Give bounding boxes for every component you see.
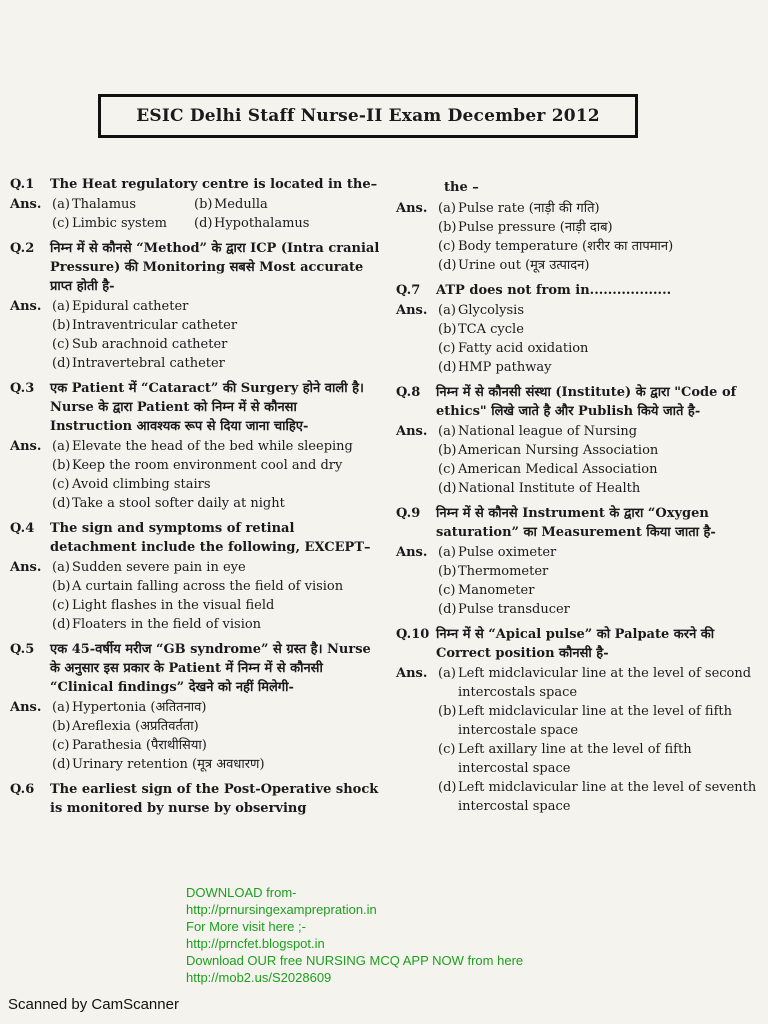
question-number: Q.7 [396,283,421,298]
question-number: Q.2 [10,241,35,256]
answer-options-1 [10,195,380,233]
option-text: Take a stool softer daily at night [72,496,285,511]
blog-link[interactable]: http://prncfet.blogspot.in [186,936,325,951]
app-link[interactable]: http://mob2.us/S2028609 [186,970,332,985]
option-text: Light flashes in the visual field [72,598,275,613]
question-number: Q.9 [396,506,421,521]
option-letter: (c) [52,598,70,613]
option-text: Left midclavicular line at the level of second intercostals space [458,666,752,700]
ans-label: Ans. [10,560,42,575]
option-text: Keep the room environment cool and dry [72,458,343,473]
option-letter: (b) [52,318,71,333]
left-column [10,175,380,819]
question-text: ATP does not from in.................. [436,283,672,298]
option-text: Areflexia (अप्रतिवर्तता) [72,719,199,734]
ans-label: Ans. [396,666,428,681]
option-letter: (b) [194,197,213,212]
ans-label: Ans. [396,201,428,216]
option-text: Left midclavicular line at the level of fifth intercostale space [458,704,732,738]
option-letter: (b) [52,719,71,734]
option-text: Hypertonia (अतितनाव) [72,700,207,715]
question-text: निम्न में से कौनसी संस्था (Institute) के द्वारा "Code of ethics" लिखे जाते है और Publish किये जाते है- [436,385,737,419]
exam-title-box [98,94,638,138]
answer-options-5 [10,698,380,774]
question-number: Q.8 [396,385,421,400]
question-text: निम्न में से “Apical pulse” को Palpate करने की Correct position कौनसी है- [436,627,715,661]
option-text: HMP pathway [458,360,552,375]
answer-options-7 [396,301,762,377]
question-9 [396,504,762,542]
question-text: निम्न में से कौनसे “Method” के द्वारा ICP (Intra cranial Pressure) की Monitoring सबसे Most accurate प्राप्त होती है- [50,241,380,294]
question-number: Q.10 [396,627,430,642]
option-letter: (a) [438,424,456,439]
option-text: Avoid climbing stairs [72,477,211,492]
option-letter: (a) [52,560,70,575]
right-column [396,178,762,822]
question-8 [396,383,762,421]
option-text: Intraventricular catheter [72,318,238,333]
option-text: Thalamus [72,197,137,212]
ans-label: Ans. [10,700,42,715]
more-visit-text: For More visit here ;- [186,919,306,934]
option-text: Epidural catheter [72,299,189,314]
option-text: Elevate the head of the bed while sleeping [72,439,353,454]
option-letter: (a) [52,439,70,454]
option-letter: (b) [438,220,457,235]
option-text: Medulla [214,197,268,212]
option-letter: (b) [438,443,457,458]
question-number: Q.5 [10,642,35,657]
download-from-text: DOWNLOAD from- [186,885,297,900]
option-text: Intravertebral catheter [72,356,225,371]
option-letter: (c) [438,742,456,757]
question-text: The earliest sign of the Post-Operative shock is monitored by nurse by observing [50,782,379,816]
option-text: Left midclavicular line at the level of seventh intercostal space [458,780,757,814]
question-number: Q.3 [10,381,35,396]
option-letter: (a) [438,666,456,681]
option-letter: (a) [438,201,456,216]
answer-options-6 [396,199,762,275]
option-letter: (d) [438,481,457,496]
option-letter: (d) [438,258,457,273]
download-links-overlay [186,884,616,986]
option-text: A curtain falling across the field of vision [72,579,344,594]
option-text: Pulse transducer [458,602,570,617]
option-text: Urinary retention (मूत्र अवधारण) [72,757,265,772]
question-1 [10,175,380,194]
question-text: The sign and symptoms of retinal detachment include the following, EXCEPT– [50,521,371,555]
ans-label: Ans. [10,439,42,454]
question-number: Q.6 [10,782,35,797]
answer-options-8 [396,422,762,498]
option-letter: (d) [52,617,71,632]
question-10 [396,625,762,663]
option-letter: (b) [438,564,457,579]
option-letter: (d) [52,757,71,772]
option-letter: (c) [438,239,456,254]
scanned-by-watermark: Scanned by CamScanner [8,996,179,1013]
question-6-continued: the – [444,180,479,195]
answer-options-9 [396,543,762,619]
option-text: Pulse rate (नाड़ी की गति) [458,201,600,216]
option-letter: (a) [52,197,70,212]
option-letter: (d) [438,602,457,617]
app-download-text: Download OUR free NURSING MCQ APP NOW from here [186,953,524,968]
option-letter: (a) [438,545,456,560]
question-text: The Heat regulatory centre is located in the– [50,177,378,192]
option-letter: (a) [52,299,70,314]
answer-options-3 [10,437,380,513]
option-text: Glycolysis [458,303,524,318]
option-text: Hypothalamus [214,216,310,231]
question-text: एक Patient में “Cataract” की Surgery होने वाली है। Nurse के द्वारा Patient को निम्न में से कौनसा Instruction आवश्यक रूप से दिया जाना चाहिए- [50,381,364,434]
option-letter: (b) [52,579,71,594]
option-text: National Institute of Health [458,481,641,496]
question-number: Q.1 [10,177,35,192]
question-number: Q.4 [10,521,35,536]
option-text: Parathesia (पैराथीसिया) [72,738,207,753]
option-letter: (d) [52,356,71,371]
ans-label: Ans. [396,424,428,439]
option-letter: (c) [52,738,70,753]
option-letter: (c) [52,337,70,352]
option-text: Limbic system [72,216,167,231]
option-text: Urine out (मूत्र उत्पादन) [458,258,590,273]
question-text: एक 45-वर्षीय मरीज “GB syndrome” से ग्रस्त है। Nurse के अनुसार इस प्रकार के Patient में निम्न में से कौनसी “Clinical findings” देखने को नहीं मिलेगी- [50,642,371,695]
option-letter: (a) [52,700,70,715]
option-letter: (c) [52,477,70,492]
option-text: American Nursing Association [458,443,659,458]
ans-label: Ans. [396,303,428,318]
exam-title: ESIC Delhi Staff Nurse-II Exam December 2012 [136,106,600,126]
option-text: Sudden severe pain in eye [72,560,246,575]
question-text: निम्न में से कौनसे Instrument के द्वारा “Oxygen saturation” का Measurement किया जाता है- [436,506,716,540]
option-text: Manometer [458,583,535,598]
option-letter: (c) [438,583,456,598]
website-link[interactable]: http://prnursingexamprepration.in [186,902,377,917]
option-letter: (c) [438,462,456,477]
option-text: Body temperature (शरीर का तापमान) [458,239,674,254]
option-text: National league of Nursing [458,424,638,439]
option-text: American Medical Association [458,462,658,477]
option-letter: (d) [194,216,213,231]
option-letter: (d) [438,780,457,795]
option-letter: (c) [52,216,70,231]
option-letter: (d) [438,360,457,375]
option-text: TCA cycle [458,322,524,337]
option-letter: (b) [52,458,71,473]
question-6 [10,780,380,818]
answer-options-4 [10,558,380,634]
option-text: Fatty acid oxidation [458,341,589,356]
option-letter: (b) [438,322,457,337]
option-text: Thermometer [458,564,549,579]
question-4 [10,519,380,557]
option-letter: (a) [438,303,456,318]
option-letter: (b) [438,704,457,719]
option-text: Floaters in the field of vision [72,617,262,632]
option-text: Pulse pressure (नाड़ी दाब) [458,220,613,235]
ans-label: Ans. [10,299,42,314]
question-5 [10,640,380,697]
ans-label: Ans. [396,545,428,560]
option-text: Left axillary line at the level of fifth intercostal space [458,742,692,776]
option-letter: (d) [52,496,71,511]
answer-options-10 [396,664,762,816]
answer-options-2 [10,297,380,373]
question-7 [396,281,762,300]
option-letter: (c) [438,341,456,356]
question-3 [10,379,380,436]
option-text: Sub arachnoid catheter [72,337,228,352]
ans-label: Ans. [10,197,42,212]
question-2 [10,239,380,296]
option-text: Pulse oximeter [458,545,557,560]
